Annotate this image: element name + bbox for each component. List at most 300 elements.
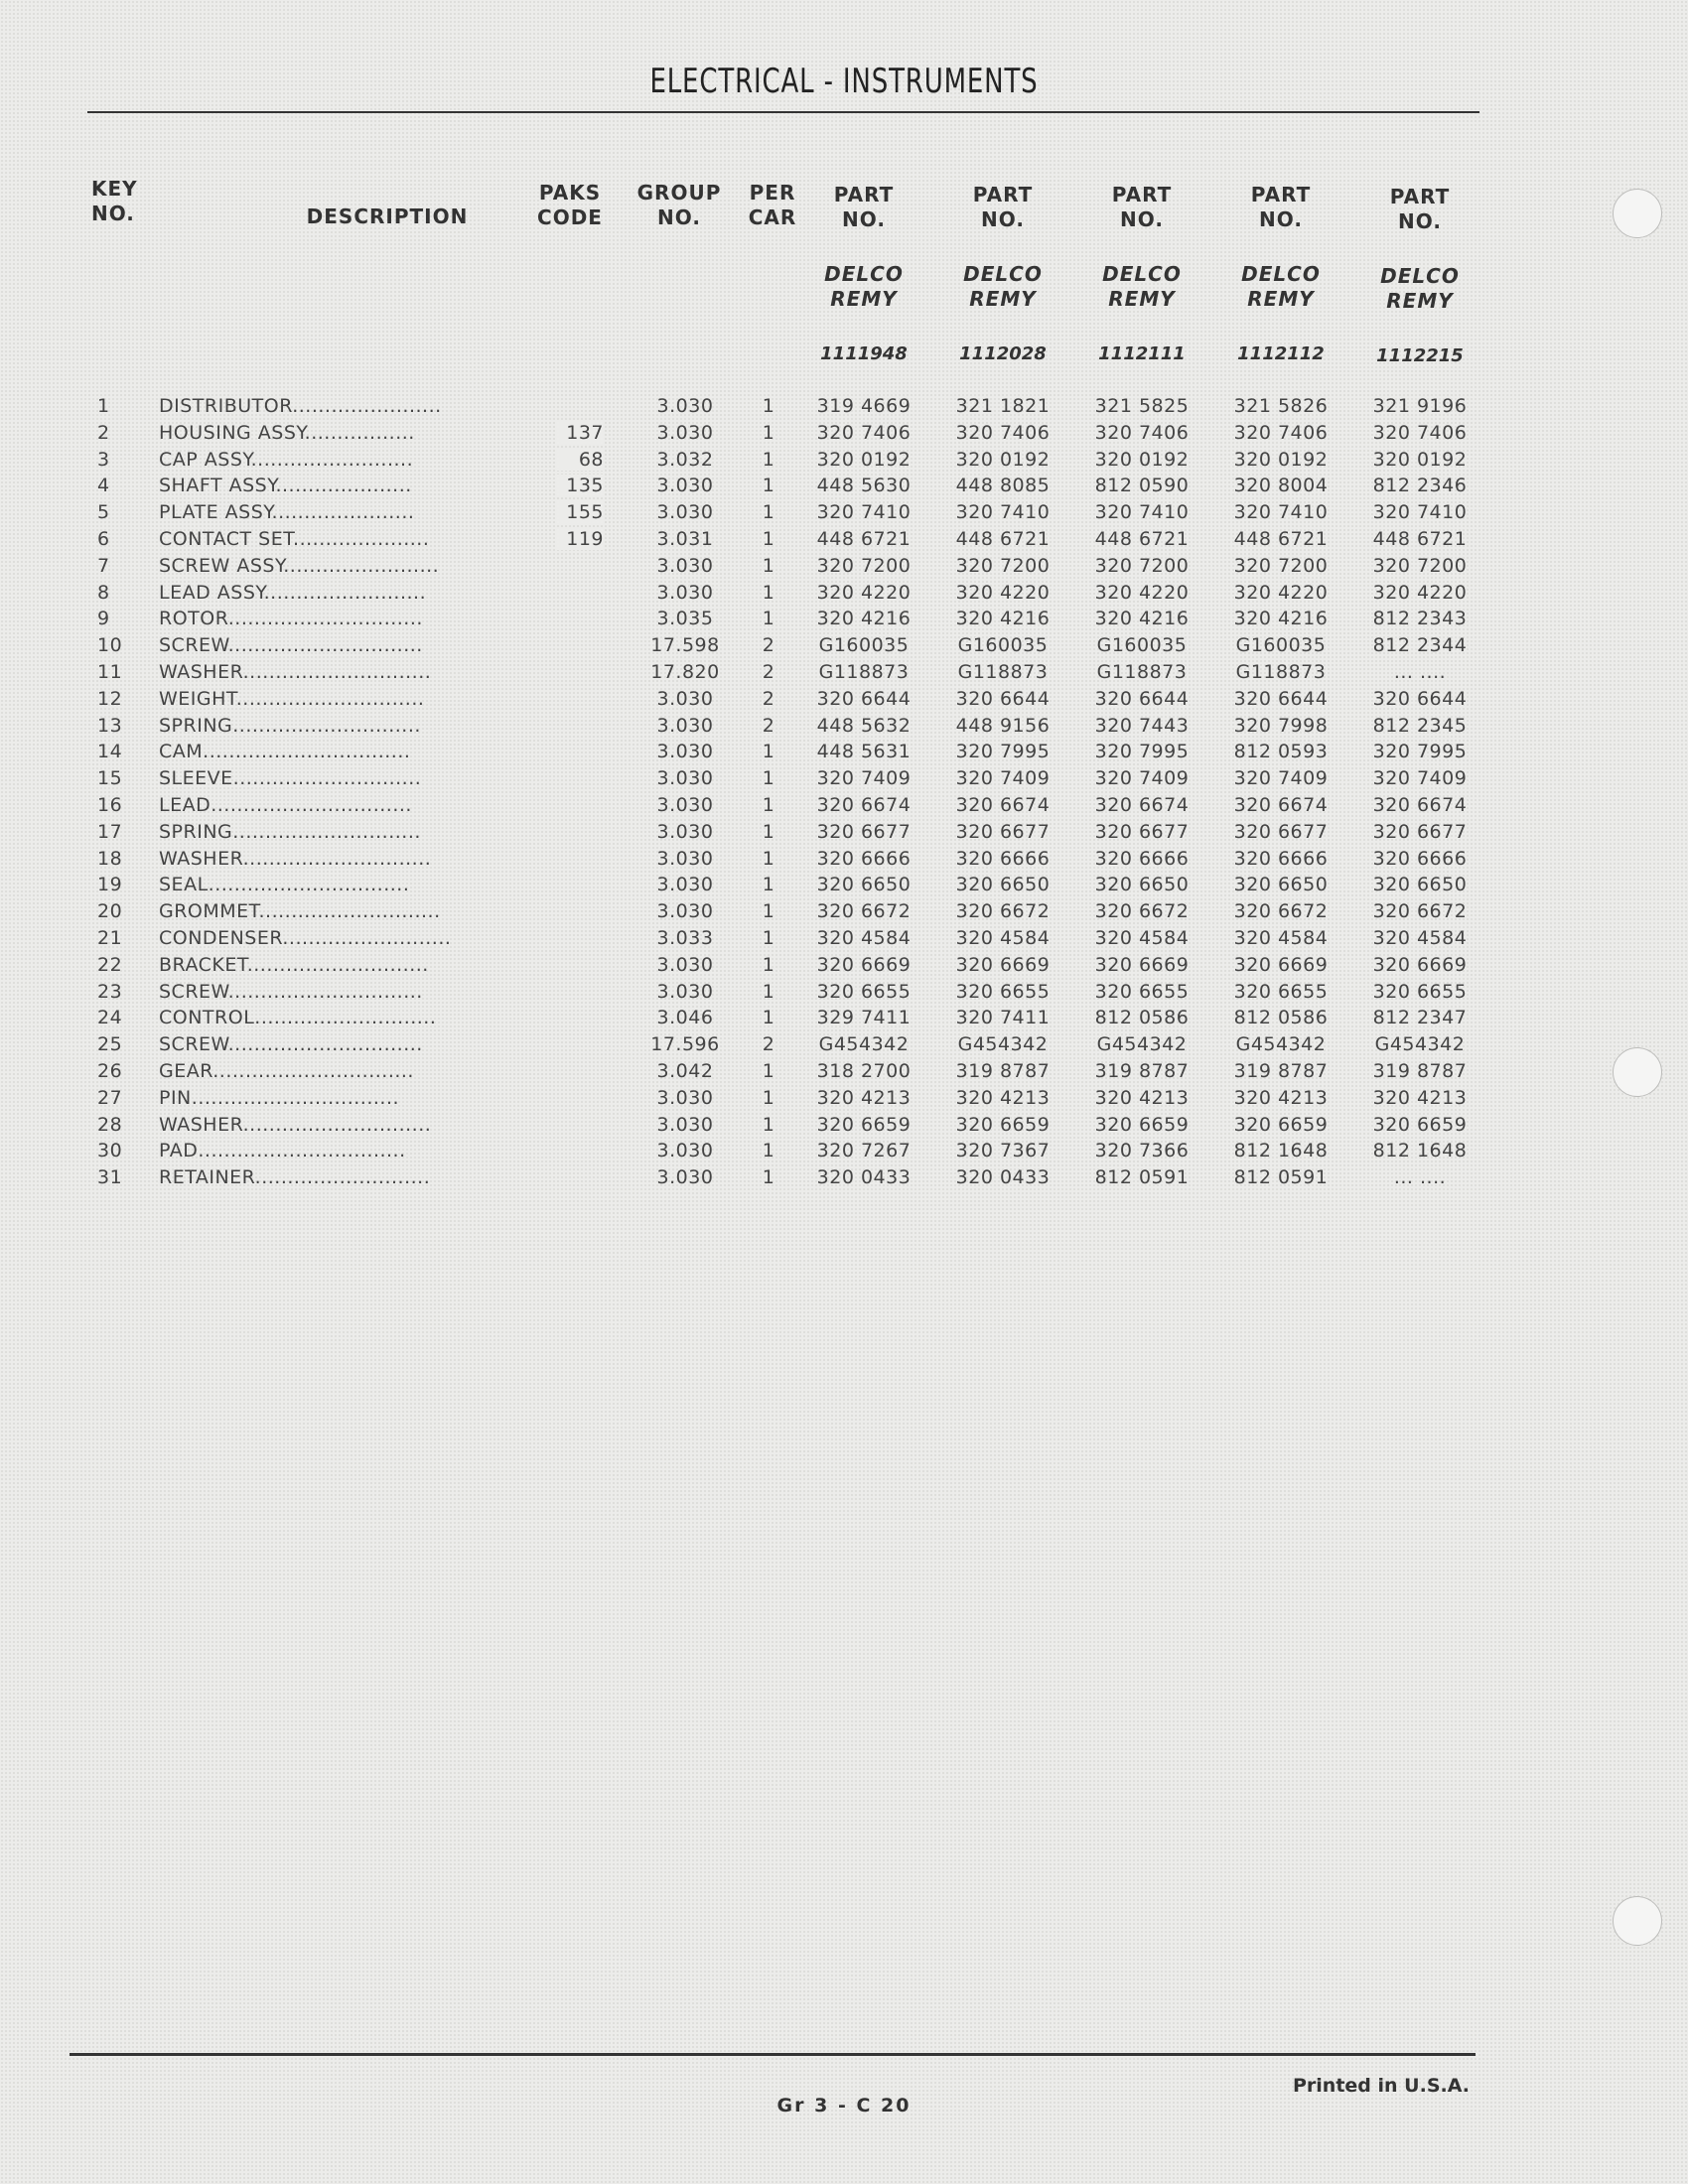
punch-hole-bottom bbox=[1613, 1896, 1662, 1946]
part-no-5: ... .... bbox=[1393, 1166, 1447, 1189]
part-no-3: 320 4216 bbox=[1094, 608, 1190, 630]
part-no-3: 320 6655 bbox=[1094, 980, 1190, 1003]
part-no-5: 320 6666 bbox=[1372, 847, 1468, 870]
group-no: 3.031 bbox=[656, 528, 714, 550]
brand-label-5: DELCO REMY bbox=[1380, 264, 1460, 313]
part-no-5: 320 7995 bbox=[1372, 741, 1468, 763]
key-no: 18 bbox=[97, 847, 123, 870]
part-no-2: 320 6655 bbox=[955, 980, 1051, 1003]
part-no-2: 320 6659 bbox=[955, 1113, 1051, 1136]
per-car: 1 bbox=[762, 847, 775, 870]
header-group-no: GROUP NO. bbox=[636, 181, 722, 229]
part-no-5: G454342 bbox=[1374, 1033, 1466, 1056]
part-no-1: 448 6721 bbox=[816, 528, 912, 550]
part-no-1: 320 6655 bbox=[816, 980, 912, 1003]
key-no: 6 bbox=[97, 528, 110, 550]
table-row bbox=[0, 582, 1688, 609]
part-no-3: 320 7366 bbox=[1094, 1140, 1190, 1162]
description: SCREW.............................. bbox=[159, 980, 423, 1003]
part-no-2: 320 7410 bbox=[955, 501, 1051, 524]
table-row bbox=[0, 528, 1688, 555]
part-no-4: 812 0591 bbox=[1233, 1166, 1329, 1189]
part-no-5: 320 7410 bbox=[1372, 501, 1468, 524]
part-no-3: G118873 bbox=[1096, 661, 1188, 683]
part-no-2: 319 8787 bbox=[955, 1060, 1051, 1082]
part-no-3: 320 7443 bbox=[1094, 714, 1190, 737]
description: CONTROL............................ bbox=[159, 1007, 437, 1029]
part-no-2: G454342 bbox=[957, 1033, 1049, 1056]
part-no-4: 320 4213 bbox=[1233, 1086, 1329, 1109]
part-no-5: 320 7406 bbox=[1372, 421, 1468, 444]
part-no-1: 320 0192 bbox=[816, 448, 912, 471]
part-no-2: 320 7995 bbox=[955, 741, 1051, 763]
part-no-5: 448 6721 bbox=[1372, 528, 1468, 550]
description: CONDENSER.......................... bbox=[159, 927, 452, 949]
table-row bbox=[0, 634, 1688, 661]
part-no-2: 320 6669 bbox=[955, 953, 1051, 976]
paks-code: 119 bbox=[556, 528, 604, 550]
part-no-3: 320 6650 bbox=[1094, 874, 1190, 896]
part-no-3: 320 6672 bbox=[1094, 900, 1190, 923]
description: LEAD............................... bbox=[159, 794, 412, 816]
table-row bbox=[0, 848, 1688, 875]
part-no-5: 320 0192 bbox=[1372, 448, 1468, 471]
part-no-5: 320 6669 bbox=[1372, 953, 1468, 976]
table-row bbox=[0, 449, 1688, 476]
header-key-no: KEY NO. bbox=[91, 177, 138, 225]
header-per-car: PER CAR bbox=[748, 181, 797, 229]
key-no: 15 bbox=[97, 767, 123, 790]
part-no-1: 320 4216 bbox=[816, 608, 912, 630]
description: WASHER............................. bbox=[159, 661, 432, 683]
per-car: 1 bbox=[762, 980, 775, 1003]
part-no-5: 320 4584 bbox=[1372, 927, 1468, 949]
part-no-2: 320 4220 bbox=[955, 581, 1051, 604]
model-number-5: 1112215 bbox=[1376, 345, 1464, 366]
key-no: 7 bbox=[97, 554, 110, 577]
per-car: 2 bbox=[762, 634, 775, 657]
description: SCREW.............................. bbox=[159, 1033, 423, 1056]
group-no: 3.030 bbox=[656, 475, 714, 497]
part-no-2: G160035 bbox=[957, 634, 1049, 657]
header-part-no-2: PART NO. bbox=[972, 183, 1034, 231]
group-no: 3.030 bbox=[656, 1113, 714, 1136]
per-car: 2 bbox=[762, 661, 775, 683]
part-no-1: 318 2700 bbox=[816, 1060, 912, 1082]
key-no: 23 bbox=[97, 980, 123, 1003]
part-no-3: 320 7409 bbox=[1094, 767, 1190, 790]
description: PIN................................ bbox=[159, 1086, 400, 1109]
part-no-2: 320 4213 bbox=[955, 1086, 1051, 1109]
part-no-4: 320 6677 bbox=[1233, 820, 1329, 843]
part-no-1: 320 6677 bbox=[816, 820, 912, 843]
key-no: 4 bbox=[97, 475, 110, 497]
part-no-1: 320 6669 bbox=[816, 953, 912, 976]
part-no-2: 320 0192 bbox=[955, 448, 1051, 471]
group-no: 3.030 bbox=[656, 714, 714, 737]
part-no-2: 320 6672 bbox=[955, 900, 1051, 923]
table-row bbox=[0, 954, 1688, 981]
group-no: 17.598 bbox=[650, 634, 720, 657]
key-no: 9 bbox=[97, 608, 110, 630]
table-row bbox=[0, 422, 1688, 449]
key-no: 8 bbox=[97, 581, 110, 604]
description: SHAFT ASSY..................... bbox=[159, 475, 412, 497]
part-no-1: 320 6644 bbox=[816, 687, 912, 710]
part-no-4: 320 6666 bbox=[1233, 847, 1329, 870]
part-no-5: 319 8787 bbox=[1372, 1060, 1468, 1082]
per-car: 1 bbox=[762, 581, 775, 604]
part-no-1: 320 7409 bbox=[816, 767, 912, 790]
part-no-4: 320 7406 bbox=[1233, 421, 1329, 444]
group-no: 3.030 bbox=[656, 794, 714, 816]
description: CAM................................ bbox=[159, 741, 411, 763]
part-no-1: 320 4213 bbox=[816, 1086, 912, 1109]
brand-label-4: DELCO REMY bbox=[1241, 262, 1321, 311]
part-no-4: G454342 bbox=[1235, 1033, 1327, 1056]
key-no: 11 bbox=[97, 661, 123, 683]
part-no-1: 320 6650 bbox=[816, 874, 912, 896]
key-no: 13 bbox=[97, 714, 123, 737]
table-row bbox=[0, 1007, 1688, 1033]
description: SLEEVE............................. bbox=[159, 767, 422, 790]
description: SCREW ASSY........................ bbox=[159, 554, 440, 577]
description: ROTOR.............................. bbox=[159, 608, 423, 630]
part-no-5: 321 9196 bbox=[1372, 395, 1468, 417]
part-no-1: 320 4584 bbox=[816, 927, 912, 949]
per-car: 1 bbox=[762, 475, 775, 497]
per-car: 1 bbox=[762, 1007, 775, 1029]
part-no-2: 320 6674 bbox=[955, 794, 1051, 816]
part-no-4: 320 4216 bbox=[1233, 608, 1329, 630]
description: PAD................................ bbox=[159, 1140, 406, 1162]
group-no: 3.030 bbox=[656, 874, 714, 896]
description: CONTACT SET..................... bbox=[159, 528, 430, 550]
part-no-4: 320 7200 bbox=[1233, 554, 1329, 577]
table-row bbox=[0, 1033, 1688, 1060]
group-no: 3.030 bbox=[656, 820, 714, 843]
part-no-4: 448 6721 bbox=[1233, 528, 1329, 550]
description: SCREW.............................. bbox=[159, 634, 423, 657]
per-car: 1 bbox=[762, 395, 775, 417]
table-row bbox=[0, 688, 1688, 715]
table-row bbox=[0, 661, 1688, 688]
table-row bbox=[0, 767, 1688, 794]
description: SEAL............................... bbox=[159, 874, 410, 896]
key-no: 31 bbox=[97, 1166, 123, 1189]
group-no: 3.032 bbox=[656, 448, 714, 471]
per-car: 1 bbox=[762, 1086, 775, 1109]
per-car: 1 bbox=[762, 528, 775, 550]
description: GEAR............................... bbox=[159, 1060, 414, 1082]
part-no-5: 320 7200 bbox=[1372, 554, 1468, 577]
per-car: 1 bbox=[762, 421, 775, 444]
key-no: 22 bbox=[97, 953, 123, 976]
table-row bbox=[0, 1114, 1688, 1141]
model-number-1: 1111948 bbox=[820, 343, 908, 364]
description: PLATE ASSY...................... bbox=[159, 501, 415, 524]
part-no-5: 812 2345 bbox=[1372, 714, 1468, 737]
part-no-2: 320 7200 bbox=[955, 554, 1051, 577]
part-no-5: 812 1648 bbox=[1372, 1140, 1468, 1162]
key-no: 2 bbox=[97, 421, 110, 444]
part-no-5: 320 6677 bbox=[1372, 820, 1468, 843]
part-no-2: 320 0433 bbox=[955, 1166, 1051, 1189]
part-no-5: 320 6655 bbox=[1372, 980, 1468, 1003]
part-no-5: ... .... bbox=[1393, 661, 1447, 683]
part-no-3: 812 0591 bbox=[1094, 1166, 1190, 1189]
title-rule bbox=[87, 111, 1479, 113]
part-no-1: 320 4220 bbox=[816, 581, 912, 604]
part-no-1: G454342 bbox=[818, 1033, 910, 1056]
table-row bbox=[0, 927, 1688, 954]
part-no-3: 812 0590 bbox=[1094, 475, 1190, 497]
group-no: 3.030 bbox=[656, 1140, 714, 1162]
header-description: DESCRIPTION bbox=[306, 205, 469, 228]
part-no-5: 320 7409 bbox=[1372, 767, 1468, 790]
key-no: 1 bbox=[97, 395, 110, 417]
per-car: 1 bbox=[762, 741, 775, 763]
key-no: 12 bbox=[97, 687, 123, 710]
group-no: 3.030 bbox=[656, 395, 714, 417]
part-no-5: 320 4220 bbox=[1372, 581, 1468, 604]
brand-label-1: DELCO REMY bbox=[824, 262, 904, 311]
per-car: 1 bbox=[762, 874, 775, 896]
part-no-1: 448 5630 bbox=[816, 475, 912, 497]
part-no-4: 320 7409 bbox=[1233, 767, 1329, 790]
part-no-3: 320 6659 bbox=[1094, 1113, 1190, 1136]
part-no-3: G454342 bbox=[1096, 1033, 1188, 1056]
part-no-3: 320 0192 bbox=[1094, 448, 1190, 471]
part-no-1: 320 7200 bbox=[816, 554, 912, 577]
part-no-5: 320 4213 bbox=[1372, 1086, 1468, 1109]
group-no: 3.030 bbox=[656, 847, 714, 870]
part-no-3: 320 7200 bbox=[1094, 554, 1190, 577]
key-no: 10 bbox=[97, 634, 123, 657]
table-row bbox=[0, 608, 1688, 634]
part-no-4: 320 0192 bbox=[1233, 448, 1329, 471]
description: WASHER............................. bbox=[159, 847, 432, 870]
table-row bbox=[0, 1060, 1688, 1087]
part-no-3: 319 8787 bbox=[1094, 1060, 1190, 1082]
part-no-2: 320 7409 bbox=[955, 767, 1051, 790]
part-no-3: 320 7406 bbox=[1094, 421, 1190, 444]
description: WASHER............................. bbox=[159, 1113, 432, 1136]
paks-code: 137 bbox=[556, 422, 604, 444]
part-no-4: 320 6672 bbox=[1233, 900, 1329, 923]
part-no-1: 320 6659 bbox=[816, 1113, 912, 1136]
key-no: 27 bbox=[97, 1086, 123, 1109]
per-car: 1 bbox=[762, 1113, 775, 1136]
per-car: 2 bbox=[762, 1033, 775, 1056]
part-no-1: 320 0433 bbox=[816, 1166, 912, 1189]
part-no-4: 320 7410 bbox=[1233, 501, 1329, 524]
part-no-4: 320 4584 bbox=[1233, 927, 1329, 949]
per-car: 1 bbox=[762, 448, 775, 471]
paks-code: 155 bbox=[556, 501, 604, 523]
part-no-5: 320 6644 bbox=[1372, 687, 1468, 710]
per-car: 1 bbox=[762, 608, 775, 630]
key-no: 30 bbox=[97, 1140, 123, 1162]
model-number-2: 1112028 bbox=[959, 343, 1047, 364]
description: SPRING............................. bbox=[159, 820, 421, 843]
brand-label-3: DELCO REMY bbox=[1102, 262, 1182, 311]
part-no-2: 320 6650 bbox=[955, 874, 1051, 896]
footer-rule bbox=[70, 2053, 1476, 2056]
description: HOUSING ASSY................. bbox=[159, 421, 415, 444]
part-no-1: G160035 bbox=[818, 634, 910, 657]
per-car: 2 bbox=[762, 687, 775, 710]
part-no-5: 320 6650 bbox=[1372, 874, 1468, 896]
part-no-4: 320 8004 bbox=[1233, 475, 1329, 497]
per-car: 1 bbox=[762, 794, 775, 816]
part-no-5: 812 2346 bbox=[1372, 475, 1468, 497]
page-number: Gr 3 - C 20 bbox=[776, 2095, 912, 2116]
part-no-1: 320 6672 bbox=[816, 900, 912, 923]
table-row bbox=[0, 981, 1688, 1008]
part-no-4: 812 1648 bbox=[1233, 1140, 1329, 1162]
per-car: 1 bbox=[762, 1060, 775, 1082]
group-no: 3.030 bbox=[656, 421, 714, 444]
part-no-2: 320 6644 bbox=[955, 687, 1051, 710]
key-no: 5 bbox=[97, 501, 110, 524]
part-no-1: 448 5632 bbox=[816, 714, 912, 737]
part-no-4: 319 8787 bbox=[1233, 1060, 1329, 1082]
per-car: 1 bbox=[762, 554, 775, 577]
per-car: 1 bbox=[762, 900, 775, 923]
key-no: 26 bbox=[97, 1060, 123, 1082]
part-no-4: G118873 bbox=[1235, 661, 1327, 683]
part-no-4: 320 6644 bbox=[1233, 687, 1329, 710]
table-row bbox=[0, 1140, 1688, 1166]
key-no: 21 bbox=[97, 927, 123, 949]
part-no-2: 448 6721 bbox=[955, 528, 1051, 550]
part-no-1: G118873 bbox=[818, 661, 910, 683]
header-part-no-4: PART NO. bbox=[1250, 183, 1312, 231]
group-no: 3.030 bbox=[656, 1086, 714, 1109]
part-no-2: 320 7367 bbox=[955, 1140, 1051, 1162]
key-no: 16 bbox=[97, 794, 123, 816]
group-no: 3.030 bbox=[656, 767, 714, 790]
per-car: 1 bbox=[762, 767, 775, 790]
part-no-2: 320 7411 bbox=[955, 1007, 1051, 1029]
table-row bbox=[0, 900, 1688, 927]
header-paks-code: PAKS CODE bbox=[537, 181, 603, 229]
header-part-no-5: PART NO. bbox=[1389, 185, 1451, 233]
key-no: 17 bbox=[97, 820, 123, 843]
part-no-3: 320 4584 bbox=[1094, 927, 1190, 949]
group-no: 3.030 bbox=[656, 687, 714, 710]
key-no: 3 bbox=[97, 448, 110, 471]
per-car: 1 bbox=[762, 501, 775, 524]
group-no: 3.030 bbox=[656, 581, 714, 604]
table-row bbox=[0, 1087, 1688, 1114]
paks-code: 135 bbox=[556, 475, 604, 496]
brand-label-2: DELCO REMY bbox=[963, 262, 1043, 311]
part-no-1: 320 6666 bbox=[816, 847, 912, 870]
table-row bbox=[0, 475, 1688, 501]
description: LEAD ASSY......................... bbox=[159, 581, 427, 604]
model-number-3: 1112111 bbox=[1098, 343, 1186, 364]
part-no-3: 448 6721 bbox=[1094, 528, 1190, 550]
group-no: 3.030 bbox=[656, 501, 714, 524]
model-number-4: 1112112 bbox=[1237, 343, 1325, 364]
part-no-4: 320 6655 bbox=[1233, 980, 1329, 1003]
part-no-1: 320 7410 bbox=[816, 501, 912, 524]
punch-hole-top bbox=[1613, 189, 1662, 238]
part-no-2: G118873 bbox=[957, 661, 1049, 683]
part-no-3: 320 6674 bbox=[1094, 794, 1190, 816]
part-no-2: 320 7406 bbox=[955, 421, 1051, 444]
key-no: 24 bbox=[97, 1007, 123, 1029]
part-no-5: 812 2347 bbox=[1372, 1007, 1468, 1029]
group-no: 3.030 bbox=[656, 953, 714, 976]
part-no-4: 320 6674 bbox=[1233, 794, 1329, 816]
table-row bbox=[0, 874, 1688, 900]
per-car: 1 bbox=[762, 1166, 775, 1189]
part-no-2: 320 6666 bbox=[955, 847, 1051, 870]
part-no-4: 812 0586 bbox=[1233, 1007, 1329, 1029]
group-no: 17.820 bbox=[650, 661, 720, 683]
part-no-3: 320 4220 bbox=[1094, 581, 1190, 604]
part-no-2: 448 9156 bbox=[955, 714, 1051, 737]
part-no-5: 812 2343 bbox=[1372, 608, 1468, 630]
part-no-3: 320 6644 bbox=[1094, 687, 1190, 710]
description: WEIGHT............................. bbox=[159, 687, 425, 710]
per-car: 1 bbox=[762, 1140, 775, 1162]
header-part-no-1: PART NO. bbox=[833, 183, 895, 231]
group-no: 3.030 bbox=[656, 900, 714, 923]
part-no-3: 320 7995 bbox=[1094, 741, 1190, 763]
table-row bbox=[0, 395, 1688, 422]
group-no: 3.033 bbox=[656, 927, 714, 949]
group-no: 3.035 bbox=[656, 608, 714, 630]
group-no: 17.596 bbox=[650, 1033, 720, 1056]
part-no-4: 320 6659 bbox=[1233, 1113, 1329, 1136]
description: RETAINER........................... bbox=[159, 1166, 431, 1189]
part-no-3: 320 6677 bbox=[1094, 820, 1190, 843]
table-row bbox=[0, 555, 1688, 582]
key-no: 14 bbox=[97, 741, 123, 763]
part-no-1: 448 5631 bbox=[816, 741, 912, 763]
per-car: 1 bbox=[762, 953, 775, 976]
page-title: ELECTRICAL - INSTRUMENTS bbox=[649, 62, 1039, 101]
part-no-1: 319 4669 bbox=[816, 395, 912, 417]
part-no-4: 320 6669 bbox=[1233, 953, 1329, 976]
table-row bbox=[0, 741, 1688, 767]
part-no-4: 320 7998 bbox=[1233, 714, 1329, 737]
part-no-1: 320 7406 bbox=[816, 421, 912, 444]
part-no-1: 320 6674 bbox=[816, 794, 912, 816]
part-no-3: 320 4213 bbox=[1094, 1086, 1190, 1109]
part-no-5: 320 6659 bbox=[1372, 1113, 1468, 1136]
part-no-2: 320 4216 bbox=[955, 608, 1051, 630]
group-no: 3.030 bbox=[656, 554, 714, 577]
part-no-5: 320 6672 bbox=[1372, 900, 1468, 923]
group-no: 3.046 bbox=[656, 1007, 714, 1029]
part-no-2: 321 1821 bbox=[955, 395, 1051, 417]
part-no-5: 320 6674 bbox=[1372, 794, 1468, 816]
key-no: 28 bbox=[97, 1113, 123, 1136]
table-row bbox=[0, 715, 1688, 742]
group-no: 3.030 bbox=[656, 980, 714, 1003]
group-no: 3.030 bbox=[656, 741, 714, 763]
part-no-2: 320 6677 bbox=[955, 820, 1051, 843]
description: CAP ASSY......................... bbox=[159, 448, 414, 471]
table-row bbox=[0, 501, 1688, 528]
part-no-5: 812 2344 bbox=[1372, 634, 1468, 657]
part-no-4: 812 0593 bbox=[1233, 741, 1329, 763]
